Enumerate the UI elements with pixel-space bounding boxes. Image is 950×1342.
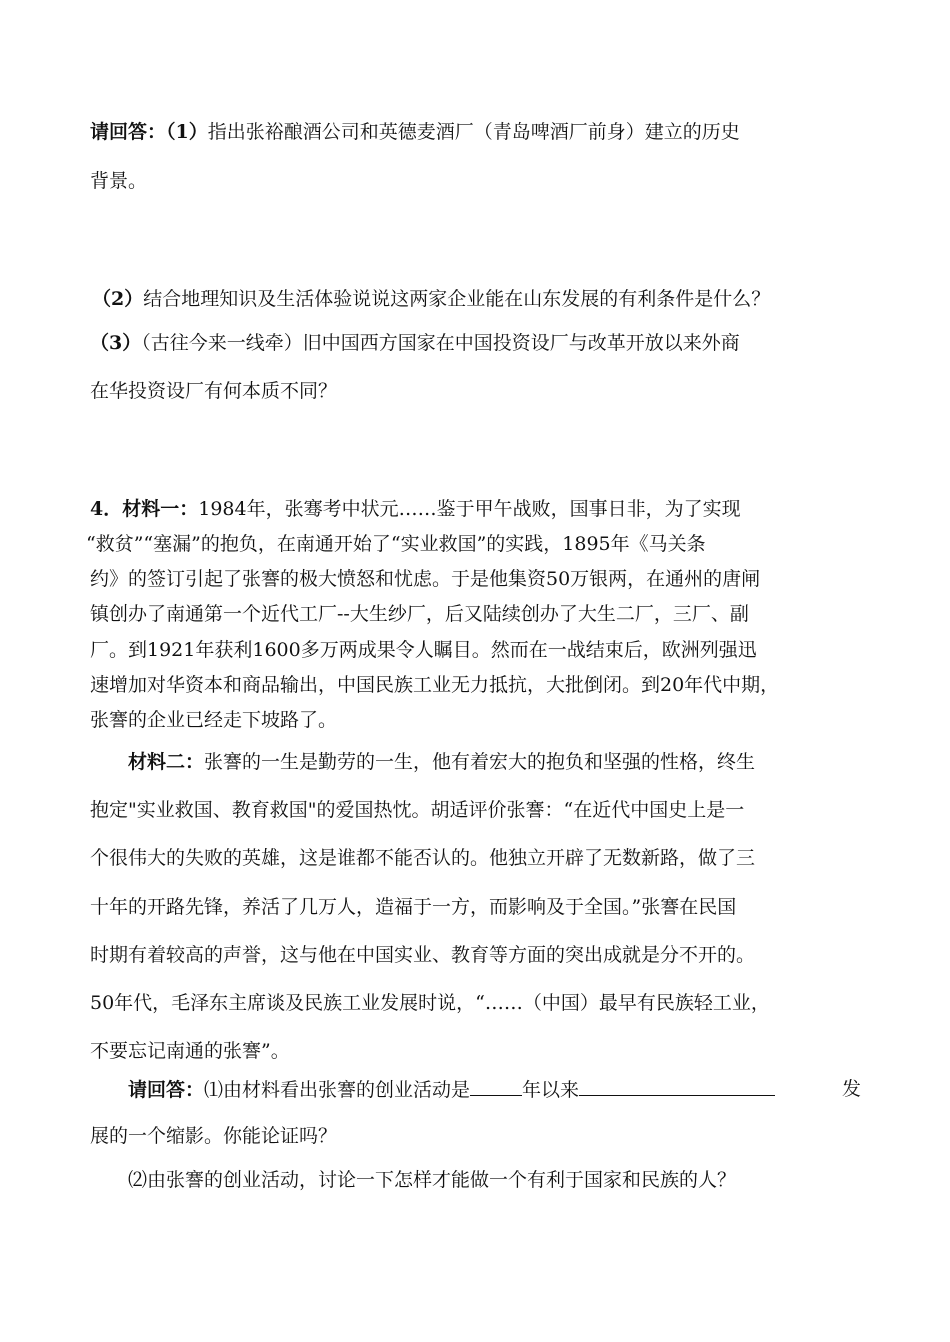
q4-ask-label: 请回答： (128, 1079, 205, 1101)
q4-ask2-label: ⑵ (128, 1169, 148, 1191)
q4-ask2-line (128, 1168, 736, 1192)
q3-part2-line (92, 287, 770, 311)
q4-ask1-line (128, 1077, 775, 1102)
q4-ask1-label: ⑴ (204, 1079, 224, 1101)
q3-part1-text: 指出张裕酿酒公司和英德麦酒厂（青岛啤酒厂前身）建立的历史 (207, 121, 740, 143)
q3-part1-cont: 背景。 (90, 170, 148, 192)
q4-ask1-before: 由材料看出张謇的创业活动是 (223, 1079, 471, 1101)
q4-m1-line-3: 约》的签订引起了张謇的极大愤怒和忧虑。于是他集资50万银两，在通州的唐闸 (90, 568, 761, 590)
q4-m1-line-6: 速增加对华资本和商品输出，中国民族工业无力抵抗，大批倒闭。到20年代中期， (90, 674, 780, 696)
q3-part3-line (90, 331, 740, 355)
q3-prompt-label: 请回答： (90, 121, 167, 143)
q3-part3-label: （3） (90, 332, 142, 354)
q4-m2-label: 材料二： (128, 751, 205, 773)
q4-m1-line-5: 厂。到1921年获利1600多万两成果令人瞩目。然而在一战结束后，欧洲列强迅 (90, 639, 757, 661)
q4-ask1-cont: 展的一个缩影。你能论证吗？ (90, 1125, 338, 1147)
q4-m2-line-3: 个很伟大的失败的英雄，这是谁都不能否认的。他独立开辟了无数新路，做了三 (90, 847, 756, 869)
q4-ask1-mid: 年以来 (522, 1079, 580, 1101)
q3-part1-line (90, 120, 740, 144)
q3-part3-text: （古往今来一线牵）旧中国西方国家在中国投资设厂与改革开放以来外商 (141, 332, 740, 354)
q4-m1-line-2: “救贫”“塞漏”的抱负，在南通开始了“实业救国”的实践，1895年《马关条 (86, 533, 706, 555)
q4-m2-line-1 (128, 750, 755, 774)
q4-m2-line-6: 50年代，毛泽东主席谈及民族工业发展时说，“……（中国）最早有民族轻工业， (90, 992, 770, 1014)
q4-m2-line-7: 不要忘记南通的张謇”。 (90, 1040, 290, 1062)
q4-m1-line-7: 张謇的企业已经走下坡路了。 (90, 709, 338, 731)
q4-ask1-after: 发 (842, 1078, 862, 1100)
q4-ask1-blank-development[interactable] (579, 1077, 775, 1096)
q3-part1-label: （1） (166, 121, 208, 143)
q3-part2-text: 结合地理知识及生活体验说说这两家企业能在山东发展的有利条件是什么？ (143, 288, 771, 310)
q4-m2-line-5: 时期有着较高的声誉，这与他在中国实业、教育等方面的突出成就是分不开的。 (90, 944, 756, 966)
q3-part3-cont: 在华投资设厂有何本质不同？ (90, 380, 338, 402)
q4-m2-line-4: 十年的开路先锋，养活了几万人，造福于一方，而影响及于全国。”张謇在民国 (90, 896, 737, 918)
q4-m2-line-2: 抱定"实业救国、教育救国"的爱国热忱。胡适评价张謇：“在近代中国史上是一 (90, 799, 745, 821)
q4-ask1-blank-year[interactable] (470, 1077, 522, 1096)
q4-m2-text-1: 张謇的一生是勤劳的一生，他有着宏大的抱负和坚强的性格，终生 (204, 751, 756, 773)
q4-m1-line-4: 镇创办了南通第一个近代工厂--大生纱厂，后又陆续创办了大生二厂，三厂、副 (90, 603, 749, 625)
q3-part2-label: （2） (92, 288, 144, 310)
q4-m1-label: 4．材料一： (90, 498, 199, 520)
q4-ask2-text: 由张謇的创业活动，讨论一下怎样才能做一个有利于国家和民族的人？ (147, 1169, 737, 1191)
q4-m1-text-1: 1984年，张骞考中状元……鉴于甲午战败，国事日非，为了实现 (198, 498, 741, 520)
q4-m1-line-1 (90, 497, 741, 521)
